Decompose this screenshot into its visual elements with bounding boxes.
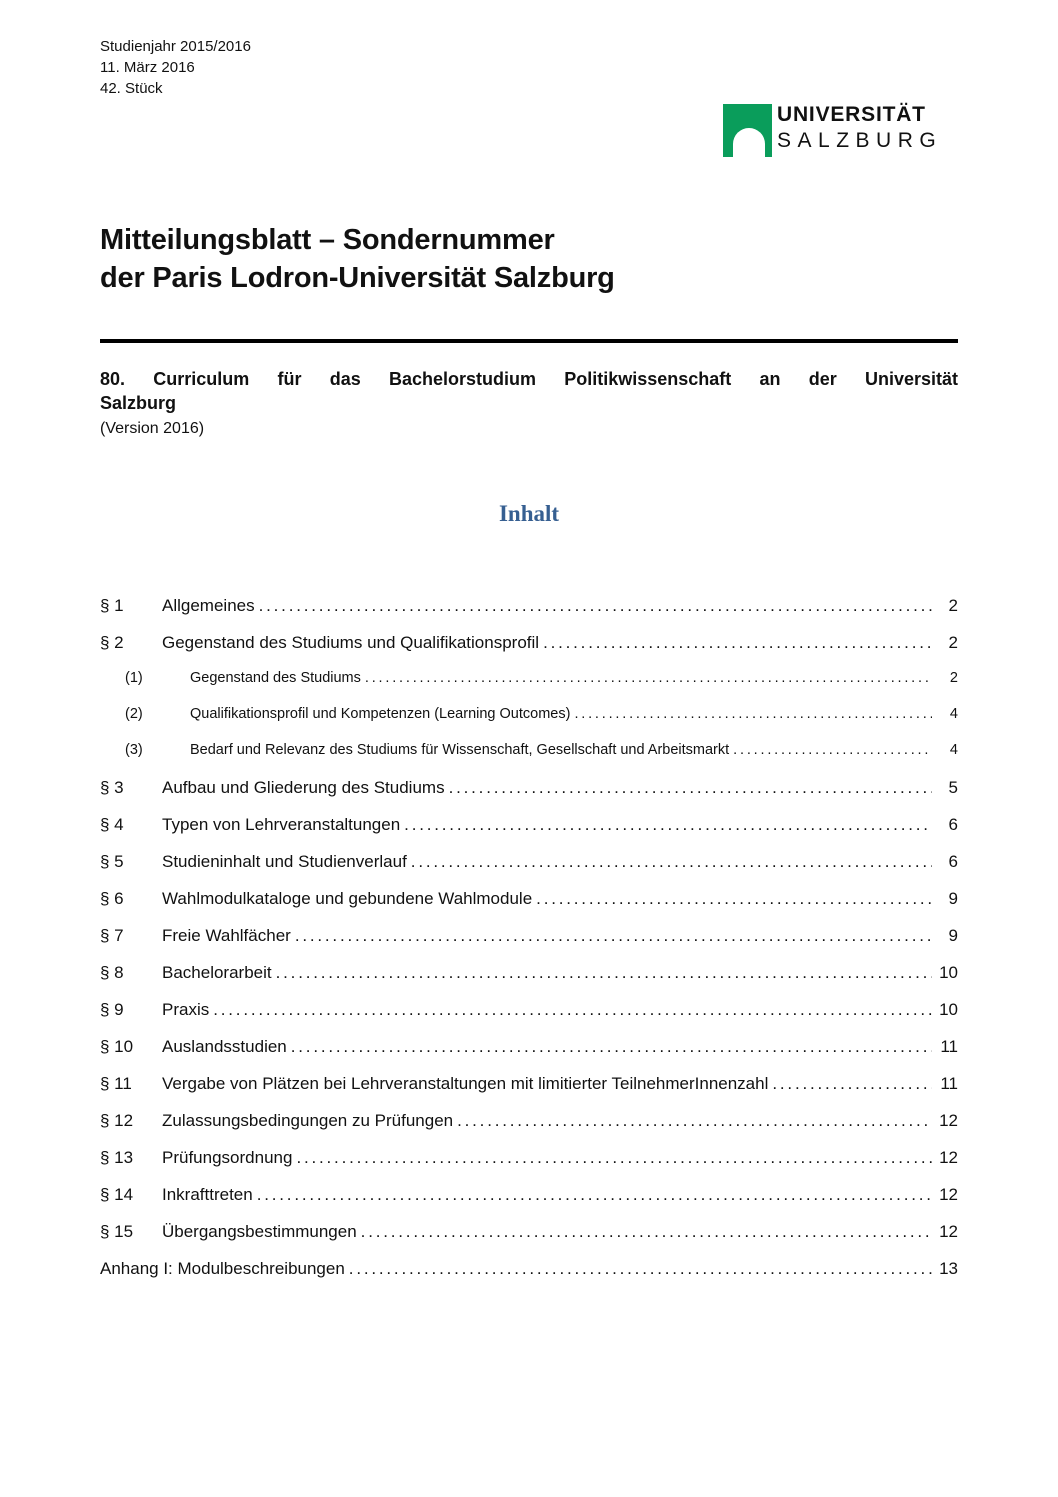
toc-entry-par7 [100,926,958,963]
toc-dot-leader [539,633,932,653]
toc-entry-par13 [100,1148,958,1185]
toc-entry-label: Vergabe von Plätzen bei Lehrveranstaltungen mit limitierter TeilnehmerInnenzahl [162,1074,769,1093]
toc-entry-number: § 2 [100,633,124,652]
toc-entry-number: § 15 [100,1222,134,1241]
toc-dot-leader [768,1074,932,1094]
toc-entry-par2 [100,633,958,670]
toc-entry-label: Bedarf und Relevanz des Studiums für Wissenschaft, Gesellschaft und Arbeitsmarkt [190,742,730,758]
meta-date: 11. März 2016 [100,59,195,76]
toc-entry-label: Prüfungsordnung [162,1148,293,1167]
toc-entry-page: 2 [949,670,958,686]
toc-entry-label: Übergangsbestimmungen [162,1222,357,1241]
toc-dot-leader [453,1111,932,1131]
toc-entry-page: 12 [939,1222,958,1241]
toc-subentry-2 [100,706,958,742]
toc-dot-leader [729,742,932,758]
toc-entry-number: § 10 [100,1037,134,1056]
toc-dot-leader [570,706,932,722]
logo-arch-icon [723,104,772,157]
toc-entry-number: (2) [125,706,143,722]
toc-entry-label: Qualifikationsprofil und Kompetenzen (Learning Outcomes) [190,706,571,722]
meta-studienjahr: Studienjahr 2015/2016 [100,38,251,55]
toc-entry-page: 10 [939,963,958,982]
toc-entry-label: Freie Wahlfächer [162,926,291,945]
toc-entry-page: 4 [949,706,958,722]
toc-dot-leader [445,778,932,798]
toc-entry-number: § 12 [100,1111,134,1130]
arch-shape [733,128,765,157]
toc-entry-number: § 3 [100,778,124,797]
toc-dot-leader [209,1000,932,1020]
toc-entry-label: Studieninhalt und Studienverlauf [162,852,407,871]
toc-entry-par12 [100,1111,958,1148]
toc-dot-leader [361,670,932,686]
document-title-line2: der Paris Lodron-Universität Salzburg [100,262,615,294]
toc-dot-leader [272,963,932,983]
toc-entry-number: § 11 [100,1074,132,1093]
toc-entry-label: Allgemeines [162,596,255,615]
toc-entry-number: § 8 [100,963,124,982]
university-salzburg-logo [723,104,973,162]
logo-wordmark-line2: SALZBURG [777,129,943,152]
toc-entry-page: 6 [948,815,958,834]
toc-entry-page: 2 [948,596,958,615]
toc-entry-label: Inkrafttreten [162,1185,253,1204]
logo-wordmark [777,103,942,153]
toc-entry-par1 [100,596,958,633]
issue-metadata [100,36,251,99]
toc-entry-par14 [100,1185,958,1222]
toc-entry-label: Praxis [162,1000,210,1019]
toc-entry-number: (1) [125,670,143,686]
toc-entry-page: 9 [948,889,958,908]
document-title-line1: Mitteilungsblatt – Sondernummer [100,224,555,256]
toc-entry-page: 9 [948,926,958,945]
toc-entry-label: Wahlmodulkataloge und gebundene Wahlmodule [162,889,533,908]
toc-entry-page: 12 [939,1185,958,1204]
logo-wordmark-line1: UNIVERSITÄT [777,103,926,126]
toc-entry-number: § 5 [100,852,124,871]
curriculum-heading-line1: 80. Curriculum für das Bachelorstudium Politikwissenschaft an der Universität [100,369,958,389]
toc-entry-label: Bachelorarbeit [162,963,272,982]
toc-entry-par4 [100,815,958,852]
curriculum-heading [100,367,958,439]
toc-dot-leader [291,926,932,946]
horizontal-rule [100,339,958,343]
toc-entry-par9 [100,1000,958,1037]
toc-entry-page: 6 [948,852,958,871]
toc-dot-leader [255,596,932,616]
toc-entry-label: Zulassungsbedingungen zu Prüfungen [162,1111,454,1130]
toc-entry-label: Gegenstand des Studiums [190,670,361,686]
toc-entry-par6 [100,889,958,926]
toc-entry-par8 [100,963,958,1000]
toc-entry-page: 5 [948,778,958,797]
toc-entry-par10 [100,1037,958,1074]
document-title [100,221,960,297]
toc-entry-page: 12 [939,1111,958,1130]
version-note: (Version 2016) [100,420,205,437]
toc-dot-leader [400,815,932,835]
toc-entry-label: Anhang I: Modulbeschreibungen [100,1259,345,1278]
toc-dot-leader [292,1148,932,1168]
toc-entry-par11 [100,1074,958,1111]
curriculum-heading-line2: Salzburg [100,393,177,413]
toc-entry-label: Gegenstand des Studiums und Qualifikationsprofil [162,633,540,652]
toc-entry-par15 [100,1222,958,1259]
toc-dot-leader [532,889,932,909]
toc-entry-number: § 6 [100,889,124,908]
toc-entry-par5 [100,852,958,889]
toc-entry-label: Typen von Lehrveranstaltungen [162,815,401,834]
toc-entry-page: 2 [948,633,958,652]
toc-subentry-1 [100,670,958,706]
toc-entry-number: (3) [125,742,143,758]
toc-entry-page: 11 [940,1037,958,1056]
toc-entry-label: Auslandsstudien [162,1037,287,1056]
toc-entry-number: § 1 [100,596,124,615]
toc-dot-leader [357,1222,932,1242]
toc-dot-leader [253,1185,932,1205]
toc-entry-page: 12 [939,1148,958,1167]
toc-entry-par3 [100,778,958,815]
toc-entry-page: 11 [940,1074,958,1093]
toc-entry-anhang [100,1259,958,1296]
toc-entry-page: 4 [949,742,958,758]
toc-entry-number: § 4 [100,815,124,834]
toc-entry-label: Aufbau und Gliederung des Studiums [162,778,445,797]
toc-dot-leader [345,1259,932,1279]
toc-entry-number: § 14 [100,1185,134,1204]
toc-title: Inhalt [498,501,560,526]
meta-stueck: 42. Stück [100,80,163,97]
toc-entry-page: 10 [939,1000,958,1019]
table-of-contents [100,596,958,1296]
toc-dot-leader [407,852,932,872]
toc-entry-page: 13 [939,1259,958,1278]
toc-entry-number: § 7 [100,926,124,945]
toc-subentry-3 [100,742,958,778]
toc-entry-number: § 9 [100,1000,124,1019]
toc-dot-leader [287,1037,932,1057]
toc-entry-number: § 13 [100,1148,134,1167]
